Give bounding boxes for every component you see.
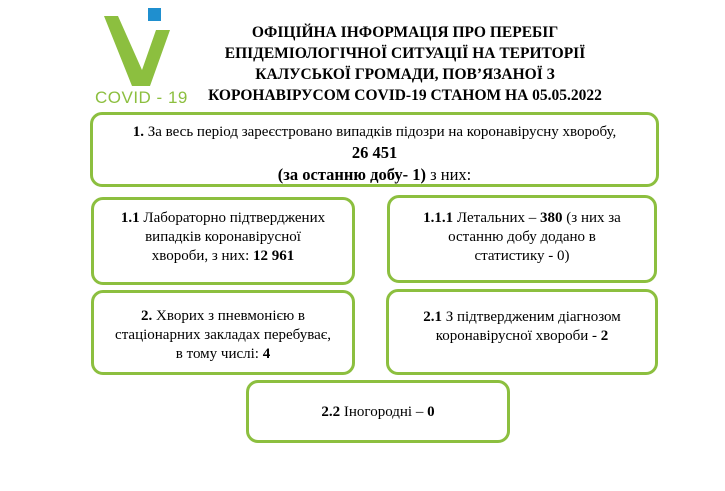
box22-number: 2.2 (321, 404, 341, 420)
lab-confirmed-box (91, 197, 355, 285)
page-title (180, 22, 630, 106)
box111-line3: статистику - 0) (474, 248, 570, 264)
box111-number: 1.1.1 (423, 210, 454, 226)
box111-line2: останню добу додано в (448, 229, 596, 245)
box1-suffix: з них: (425, 165, 472, 184)
box22-value: 0 (427, 404, 435, 420)
box1-last-day: (за останню добу- 1) (277, 165, 426, 184)
box1-text: За весь період зареєстровано випадків підозри на коронавірусну хворобу, (143, 124, 617, 140)
box2-line1: Хворих з пневмонією в (152, 308, 305, 324)
box11-line2: випадків коронавірусної (145, 229, 301, 245)
box2-line2: стаціонарних закладах перебуває, (115, 327, 331, 343)
confirmed-diagnosis-box (386, 289, 658, 375)
box2-line3: в тому числі: (175, 346, 263, 362)
title-line-3: КАЛУСЬКОЇ ГРОМАДИ, ПОВ’ЯЗАНОЇ З (255, 66, 555, 83)
box111-value: 380 (540, 210, 563, 226)
box11-value: 12 961 (253, 248, 295, 264)
box22-text: Іногородні – (340, 404, 428, 420)
box11-line3: хвороби, з них: (151, 248, 254, 264)
box11-number: 1.1 (120, 210, 140, 226)
title-line-4: КОРОНАВІРУСОМ COVID-19 СТАНОМ НА 05.05.2022 (208, 87, 602, 104)
title-line-2: ЕПІДЕМІОЛОГІЧНОЇ СИТУАЦІЇ НА ТЕРИТОРІЇ (224, 45, 586, 62)
box111-line1a: Летальних – (453, 210, 541, 226)
pneumonia-box (91, 290, 355, 375)
box1-total: 26 451 (351, 143, 398, 162)
box21-line1: З підтвердженим діагнозом (441, 309, 621, 325)
box2-number: 2. (141, 308, 153, 324)
title-line-1: ОФІЦІЙНА ІНФОРМАЦІЯ ПРО ПЕРЕБІГ (251, 24, 559, 41)
box2-value: 4 (262, 346, 271, 362)
box21-line2: коронавірусної хвороби - (435, 328, 601, 344)
total-suspected-box (90, 112, 659, 187)
box11-line1: Лабораторно підтверджених (139, 210, 326, 226)
box1-number: 1. (132, 124, 144, 140)
box21-number: 2.1 (423, 309, 442, 325)
box21-value: 2 (600, 328, 609, 344)
nonresidents-box (246, 380, 510, 443)
deaths-box (387, 195, 657, 283)
logo-label: COVID - 19 (95, 88, 188, 107)
box111-line1b: (з них за (562, 210, 621, 226)
